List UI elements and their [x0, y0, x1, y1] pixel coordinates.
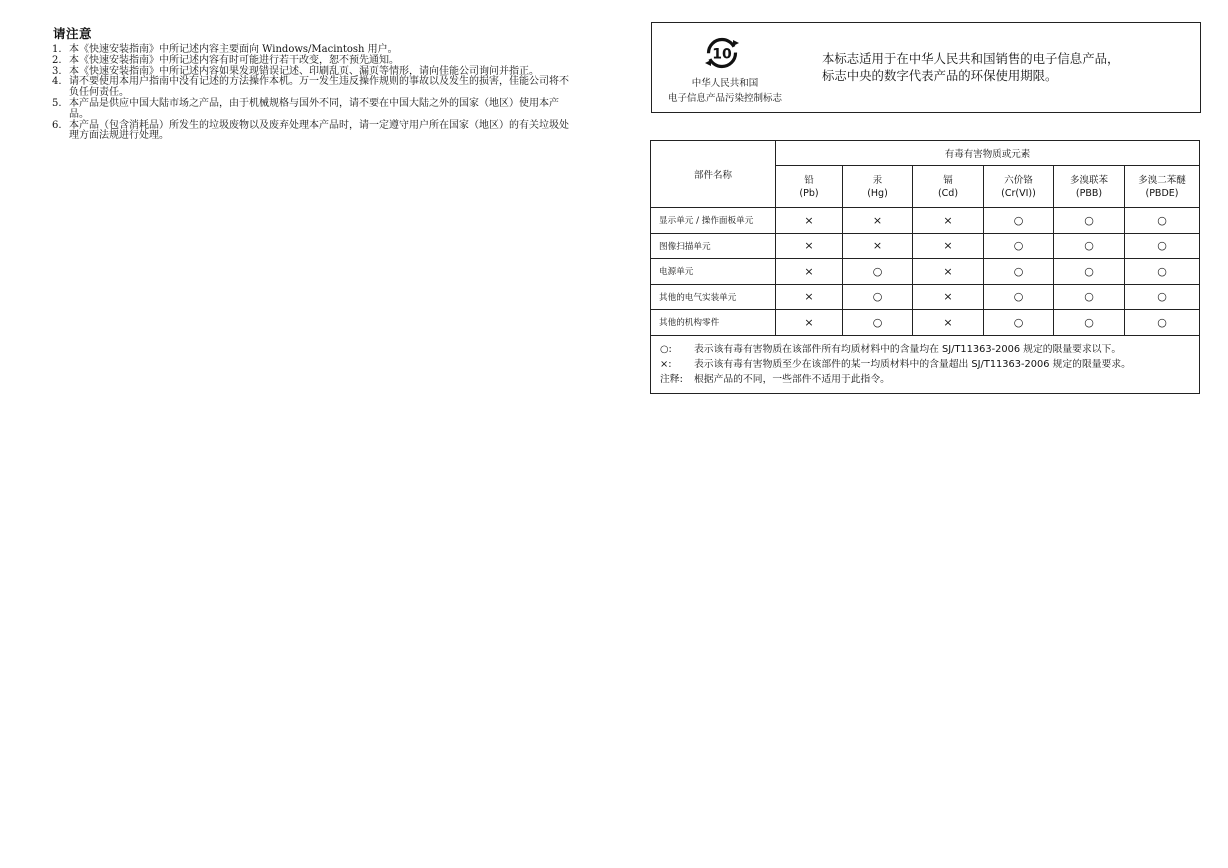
substance-name: 多溴二苯醚	[1138, 174, 1186, 186]
legend-key: ○:	[660, 343, 672, 355]
notice-item-text: 本《快速安装指南》中所记述内容主要面向 Windows/Macintosh 用户。	[69, 44, 398, 55]
substance-header	[984, 166, 1054, 208]
part-name-cell: 显示单元 / 操作面板单元	[651, 208, 776, 234]
substance-value-cell: ×	[913, 233, 984, 259]
logo-number: 10	[712, 46, 732, 63]
substance-value-cell: ○	[1054, 259, 1125, 285]
substance-value-cell: ○	[984, 259, 1054, 285]
environment-protection-period-logo-icon	[702, 34, 742, 72]
notice-item	[52, 56, 582, 67]
substance-header	[1054, 166, 1125, 208]
substance-symbol: (Cr(VI))	[1001, 187, 1036, 199]
logo-caption-line1: 中华人民共和国	[691, 78, 759, 89]
pollution-control-logo-box	[651, 22, 1201, 113]
logo-description	[822, 50, 1119, 84]
notice-item	[52, 99, 582, 121]
substance-value-cell: ×	[776, 208, 843, 234]
legend-row	[651, 335, 1200, 393]
substance-value-cell: ×	[913, 310, 984, 336]
notice-section	[52, 24, 582, 142]
notice-item-text: 本产品是供应中国大陆市场之产品，由于机械规格与国外不同，请不要在中国大陆之外的国家（地区）使用本产品。	[69, 97, 559, 120]
substance-symbol: (PBB)	[1075, 187, 1103, 199]
substance-name: 铅	[804, 174, 814, 186]
substance-value-cell: ×	[913, 259, 984, 285]
substance-symbol: (Pb)	[799, 187, 819, 199]
logo-caption-line2: 电子信息产品污染控制标志	[667, 93, 782, 104]
notice-item-text: 请不要使用本用户指南中没有记述的方法操作本机。万一发生违反操作规则的事故以及发生的损害，佳能公司将不负任何责任。	[69, 76, 569, 99]
substance-value-cell: ○	[1125, 310, 1200, 336]
notice-title: 请注意	[53, 26, 93, 41]
substance-value-cell: ○	[984, 284, 1054, 310]
substance-value-cell: ×	[843, 233, 913, 259]
substance-name: 六价铬	[1004, 174, 1033, 186]
substance-value-cell: ×	[776, 259, 843, 285]
legend-item	[660, 357, 1191, 372]
substance-value-cell: ×	[843, 208, 913, 234]
table-row	[651, 233, 1200, 259]
notice-item	[52, 121, 582, 143]
substance-header	[913, 166, 984, 208]
notice-item-number: 4.	[52, 76, 62, 88]
substance-symbol: (Hg)	[867, 187, 888, 199]
table-row	[651, 259, 1200, 285]
table-legend	[651, 335, 1200, 393]
notice-item-number: 3.	[52, 65, 62, 77]
substance-value-cell: ○	[1125, 259, 1200, 285]
substance-header	[776, 166, 843, 208]
hazardous-substances-table	[650, 140, 1200, 394]
notice-item-number: 2.	[52, 54, 62, 66]
substance-value-cell: ○	[1054, 208, 1125, 234]
substance-value-cell: ×	[776, 233, 843, 259]
logo-description-line2: 标志中央的数字代表产品的环保使用期限。	[822, 68, 1058, 83]
table-row	[651, 284, 1200, 310]
part-name-cell: 电源单元	[651, 259, 776, 285]
notice-item	[52, 77, 582, 99]
substance-value-cell: ○	[1125, 284, 1200, 310]
substance-value-cell: ○	[1125, 233, 1200, 259]
substance-symbol: (Cd)	[937, 187, 959, 199]
substances-group-header: 有毒有害物质或元素	[776, 141, 1200, 166]
table-header-row	[651, 141, 1200, 166]
substance-name: 镉	[943, 174, 953, 186]
substance-value-cell: ○	[843, 284, 913, 310]
notice-item-number: 6.	[52, 119, 62, 131]
substance-value-cell: ○	[843, 259, 913, 285]
legend-text: 根据产品的不同，一些部件不适用于此指令。	[694, 373, 890, 385]
logo-description-line1: 本标志适用于在中华人民共和国销售的电子信息产品，	[822, 51, 1120, 66]
part-name-cell: 图像扫描单元	[651, 233, 776, 259]
legend-item	[660, 372, 1191, 387]
substance-value-cell: ○	[1125, 208, 1200, 234]
substance-value-cell: ×	[776, 284, 843, 310]
legend-key: ×:	[660, 358, 672, 370]
substance-value-cell: ○	[1054, 310, 1125, 336]
table-row	[651, 208, 1200, 234]
part-name-cell: 其他的电气实装单元	[651, 284, 776, 310]
substance-name: 汞	[872, 174, 883, 186]
notice-item-text: 本《快速安装指南》中所记述内容如果发现错误记述、印刷乱页、漏页等情形，请向佳能公司询问并指正。	[69, 65, 539, 77]
substance-header	[1125, 166, 1200, 208]
substance-value-cell: ○	[984, 233, 1054, 259]
substance-value-cell: ○	[1054, 284, 1125, 310]
notice-item-text: 本《快速安装指南》中所记述内容有时可能进行若干改变，恕不预先通知。	[69, 54, 399, 66]
notice-item-text: 本产品（包含消耗品）所发生的垃圾废物以及废弃处理本产品时，请一定遵守用户所在国家（地区）的有关垃圾处理方面法规进行处理。	[69, 119, 569, 142]
legend-text: 表示该有毒有害物质至少在该部件的某一均质材料中的含量超出 SJ/T11363-2006 规定的限量要求。	[694, 358, 1131, 370]
part-name-cell: 其他的机构零件	[651, 310, 776, 336]
notice-list	[52, 45, 582, 142]
substance-value-cell: ×	[776, 310, 843, 336]
substance-name: 多溴联苯	[1069, 174, 1108, 186]
substance-value-cell: ×	[913, 208, 984, 234]
part-name-header: 部件名称	[651, 141, 776, 208]
notice-item-number: 5.	[52, 97, 62, 109]
table-row	[651, 310, 1200, 336]
substance-value-cell: ○	[984, 208, 1054, 234]
substance-value-cell: ×	[913, 284, 984, 310]
substance-value-cell: ○	[843, 310, 913, 336]
legend-key: 注释:	[660, 373, 683, 385]
legend-item	[660, 342, 1191, 357]
substance-value-cell: ○	[1054, 233, 1125, 259]
substance-header	[843, 166, 913, 208]
legend-text: 表示该有毒有害物质在该部件所有均质材料中的含量均在 SJ/T11363-2006 规定的限量要求以下。	[694, 343, 1122, 355]
substance-value-cell: ○	[984, 310, 1054, 336]
notice-item-number: 1.	[52, 44, 62, 55]
substance-symbol: (PBDE)	[1145, 187, 1179, 199]
